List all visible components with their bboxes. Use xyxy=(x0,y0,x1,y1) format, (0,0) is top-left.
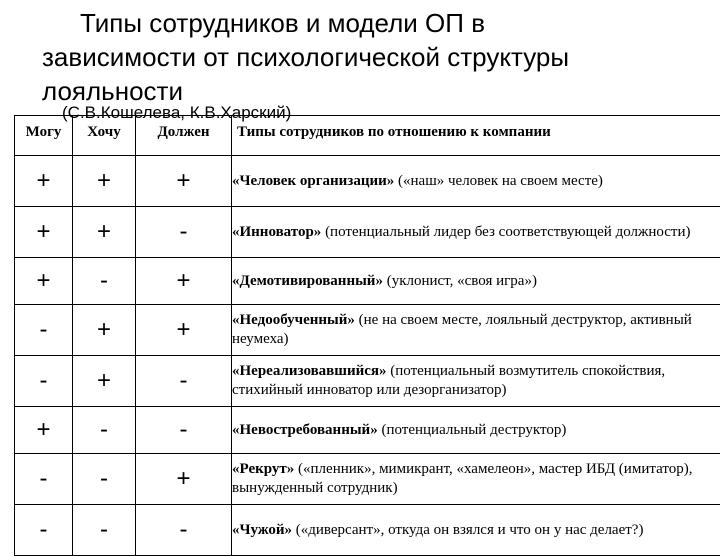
must-cell: - xyxy=(136,505,232,556)
title-line-3: лояльности xyxy=(42,74,692,108)
title-line-2: зависимости от психологической структуры xyxy=(42,40,692,74)
type-details: (уклонист, «своя игра») xyxy=(383,273,537,289)
table-row xyxy=(15,305,720,356)
type-details: («пленник», мимикрант, «хамелеон», мастер ИБД (имитатор), вынужденный сотрудник) xyxy=(232,461,692,496)
header-can: Могу xyxy=(15,116,73,156)
must-cell: + xyxy=(136,258,232,305)
type-name: «Чужой» xyxy=(232,522,292,538)
table-row xyxy=(15,407,720,454)
type-details: (потенциальный лидер без соответствующей должности) xyxy=(321,224,690,240)
type-details: («диверсант», откуда он взялся и что он у нас делает?) xyxy=(292,522,644,538)
type-name: «Рекрут» xyxy=(232,461,294,477)
type-description xyxy=(232,407,720,454)
header-want: Хочу xyxy=(73,116,136,156)
title-line-1: Типы сотрудников и модели ОП в xyxy=(42,6,692,40)
can-cell: + xyxy=(15,407,73,454)
want-cell: + xyxy=(73,207,136,258)
must-cell: - xyxy=(136,207,232,258)
authors-citation: (С.В.Кошелева, К.В.Харский) xyxy=(62,104,291,122)
type-description xyxy=(232,305,720,356)
can-cell: - xyxy=(15,356,73,407)
header-types: Типы сотрудников по отношению к компании xyxy=(232,116,720,156)
table-row xyxy=(15,505,720,556)
type-description xyxy=(232,454,720,505)
can-cell: + xyxy=(15,156,73,207)
type-name: «Нереализовавшийся» xyxy=(232,363,387,379)
type-name: «Невостребованный» xyxy=(232,422,378,438)
can-cell: + xyxy=(15,207,73,258)
type-details: (потенциальный возмутитель спокойствия, стихийный инноватор или дезорганизатор) xyxy=(232,363,665,398)
can-cell: - xyxy=(15,505,73,556)
type-name: «Недообученный» xyxy=(232,312,355,328)
can-cell: + xyxy=(15,258,73,305)
table-row xyxy=(15,258,720,305)
table-row xyxy=(15,156,720,207)
want-cell: - xyxy=(73,454,136,505)
type-description xyxy=(232,258,720,305)
want-cell: - xyxy=(73,407,136,454)
table-row xyxy=(15,207,720,258)
table-row xyxy=(15,454,720,505)
want-cell: - xyxy=(73,258,136,305)
header-must: Должен xyxy=(136,116,232,156)
must-cell: - xyxy=(136,407,232,454)
can-cell: - xyxy=(15,305,73,356)
type-details: (не на своем месте, лояльный деструктор, активный неумеха) xyxy=(232,312,692,347)
employee-types-table xyxy=(14,115,720,556)
can-cell: - xyxy=(15,454,73,505)
type-name: «Инноватор» xyxy=(232,224,321,240)
type-details: («наш» человек на своем месте) xyxy=(394,173,603,189)
type-description xyxy=(232,356,720,407)
type-details: (потенциальный деструктор) xyxy=(378,422,567,438)
must-cell: + xyxy=(136,156,232,207)
table-row xyxy=(15,356,720,407)
type-name: «Демотивированный» xyxy=(232,273,383,289)
want-cell: - xyxy=(73,505,136,556)
type-name: «Человек организации» xyxy=(232,173,394,189)
type-description xyxy=(232,207,720,258)
type-description xyxy=(232,505,720,556)
type-description xyxy=(232,156,720,207)
want-cell: + xyxy=(73,305,136,356)
want-cell: + xyxy=(73,356,136,407)
must-cell: + xyxy=(136,305,232,356)
want-cell: + xyxy=(73,156,136,207)
slide-title xyxy=(42,6,692,108)
must-cell: - xyxy=(136,356,232,407)
must-cell: + xyxy=(136,454,232,505)
